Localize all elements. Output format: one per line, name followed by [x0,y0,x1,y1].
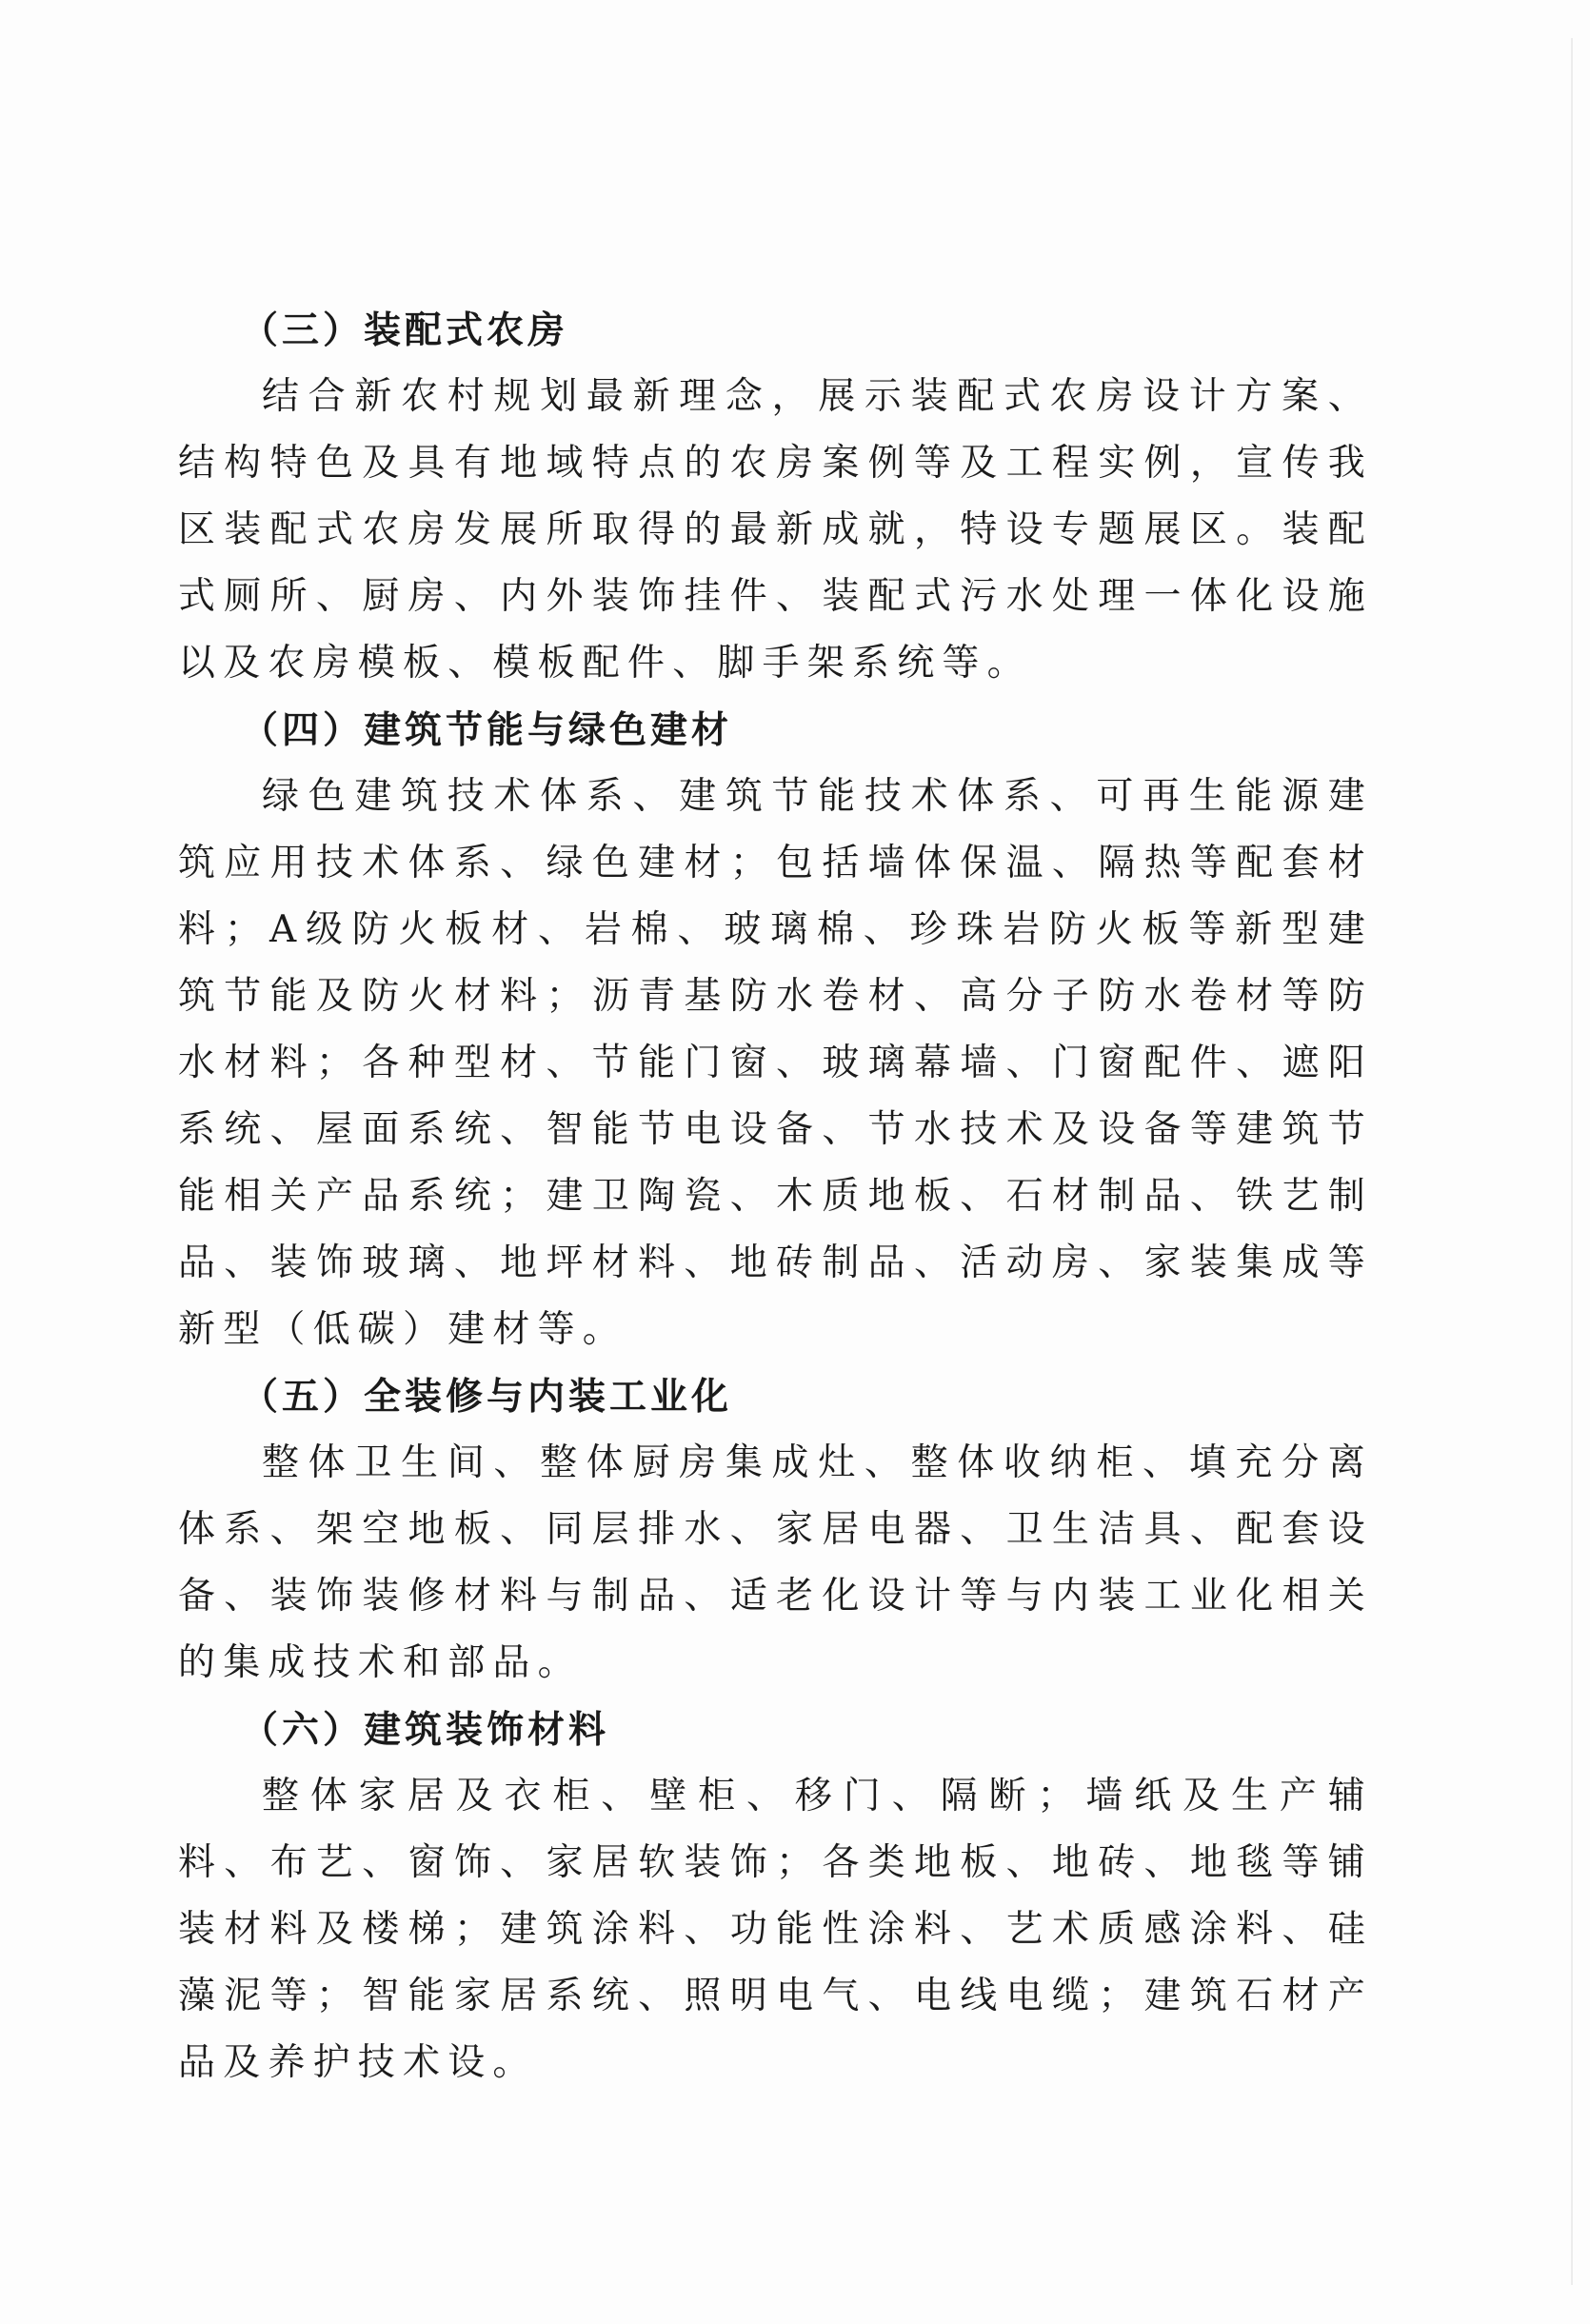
section-energy-green-materials [178,697,1373,1363]
section-paragraph: 整体家居及衣柜、壁柜、移门、隔断；墙纸及生产辅料、布艺、窗饰、家居软装饰；各类地板、地砖、地毯等铺装材料及楼梯；建筑涂料、功能性涂料、艺术质感涂料、硅藻泥等；智能家居系统、照明电气、电线电缆；建筑石材产品及养护技术设。 [178,1775,1373,2084]
section-paragraph: 整体卫生间、整体厨房集成灶、整体收纳柜、填充分离体系、架空地板、同层排水、家居电器、卫生洁具、配套设备、装饰装修材料与制品、适老化设计等与内装工业化相关的集成技术和部品。 [178,1441,1373,1684]
scan-edge-line [1571,38,1573,2285]
section-heading: （五）全装修与内装工业化 [241,1375,733,1419]
section-prefab-farmhouse [178,297,1373,697]
section-heading: （三）装配式农房 [241,308,569,352]
document-body [178,297,1373,2096]
section-paragraph: 结合新农村规划最新理念，展示装配式农房设计方案、结构特色及具有地域特点的农房案例等及工程实例，宣传我区装配式农房发展所取得的最新成就，特设专题展区。装配式厕所、厨房、内外装饰挂件、装配式污水处理一体化设施以及农房模板、模板配件、脚手架系统等。 [178,375,1373,685]
section-paragraph: 绿色建筑技术体系、建筑节能技术体系、可再生能源建筑应用技术体系、绿色建材；包括墙体保温、隔热等配套材料；A级防火板材、岩棉、玻璃棉、珍珠岩防火板等新型建筑节能及防火材料；沥青基防水卷材、高分子防水卷材等防水材料；各种型材、节能门窗、玻璃幕墙、门窗配件、遮阳系统、屋面系统、智能节电设备、节水技术及设备等建筑节能相关产品系统；建卫陶瓷、木质地板、石材制品、铁艺制品、装饰玻璃、地坪材料、地砖制品、活动房、家装集成等新型（低碳）建材等。 [178,775,1373,1351]
section-full-decoration [178,1363,1373,1697]
section-heading: （四）建筑节能与绿色建材 [241,708,733,752]
section-decoration-materials [178,1697,1373,2096]
section-heading: （六）建筑装饰材料 [241,1708,610,1752]
